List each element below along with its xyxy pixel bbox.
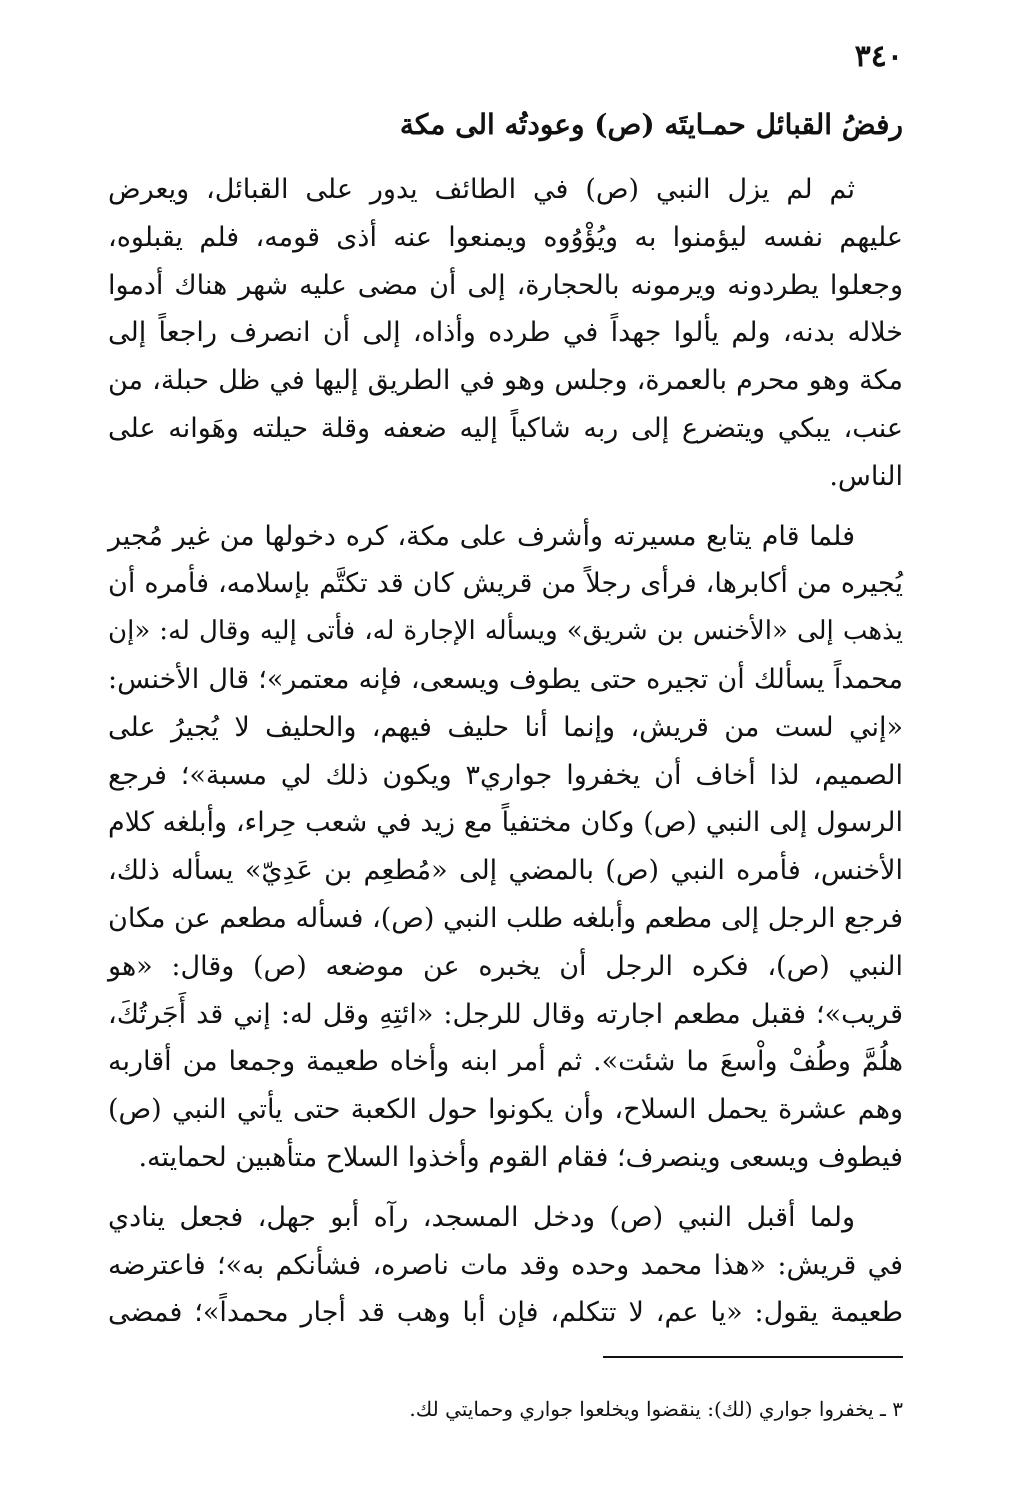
text-line: فلما قام يتابع مسيرته وأشرف على مكة، كره دخولها من غير مُجير xyxy=(108,520,855,552)
text-line: محمداً يسألك أن تجيره حتى يطوف ويسعى، فإنه معتمر»؛ قال الأخنس: xyxy=(108,663,903,695)
footnote-divider xyxy=(603,1356,903,1358)
paragraph-3 xyxy=(108,1194,903,1337)
text-line: عليهم نفسه ليؤمنوا به ويُؤْوُوه ويمنعوا عنه أذى قومه، فلم يقبلوه، xyxy=(108,221,903,253)
text-line: وهم عشرة يحمل السلاح، وأن يكونوا حول الكعبة حتى يأتي النبي (ص) xyxy=(108,1094,903,1126)
text-line: الناس. xyxy=(829,460,903,492)
text-line: وجعلوا يطردونه ويرمونه بالحجارة، إلى أن مضى عليه شهر هناك أدموا xyxy=(108,269,903,301)
text-line: ولما أقبل النبي (ص) ودخل المسجد، رآه أبو جهل، فجعل ينادي xyxy=(108,1201,855,1233)
text-line: يذهب إلى «الأخنس بن شريق» ويسأله الإجارة له، فأتى إليه وقال له: «إن xyxy=(108,616,903,647)
footnote: ٣ ـ يخفروا جواري (لك): ينقضوا ويخلعوا جواري وحمايتي لك. xyxy=(409,1397,903,1421)
text-line: مكة وهو محرم بالعمرة، وجلس وهو في الطريق إليها في ظل حبلة، من xyxy=(108,365,903,397)
paragraph-2 xyxy=(108,513,903,1182)
body-text xyxy=(108,166,903,1349)
text-line: هلُمَّ وطُفْ واْسعَ ما شئت». ثم أمر ابنه وأخاه طعيمة وجمعا من أقاربه xyxy=(108,1046,903,1078)
text-line: قريب»؛ فقبل مطعم اجارته وقال للرجل: «ائتِهِ وقل له: إني قد أَجَرتُكَ، xyxy=(108,998,903,1030)
text-line: الرسول إلى النبي (ص) وكان مختفياً مع زيد في شعب حِراء، وأبلغه كلام xyxy=(108,807,903,839)
text-line: عنب، يبكي ويتضرع إلى ربه شاكياً إليه ضعفه وقلة حيلته وهَوانه على xyxy=(108,412,903,444)
text-line: يُجيره من أكابرها، فرأى رجلاً من قريش كان قد تكتَّم بإسلامه، فأمره أن xyxy=(108,568,903,600)
paragraph-1 xyxy=(108,166,903,501)
text-line: الصميم، لذا أخاف أن يخفروا جواري٣ ويكون ذلك لي مسبة»؛ فرجع xyxy=(108,759,903,791)
text-line: طعيمة يقول: «يا عم، لا تتكلم، فإن أبا وهب قد أجار محمداً»؛ فمضى xyxy=(108,1297,903,1329)
text-line: النبي (ص)، فكره الرجل أن يخبره عن موضعه (ص) وقال: «هو xyxy=(108,950,903,982)
page-number: ٣٤٠ xyxy=(854,39,903,74)
text-line: خلاله بدنه، ولم يألوا جهداً في طرده وأذاه، إلى أن انصرف راجعاً إلى xyxy=(108,317,903,349)
text-line: الأخنس، فأمره النبي (ص) بالمضي إلى «مُطعِم بن عَدِيّ» يسأله ذلك، xyxy=(108,855,903,887)
text-line: فرجع الرجل إلى مطعم وأبلغه طلب النبي (ص)، فسأله مطعم عن مكان xyxy=(108,902,903,934)
text-line: في قريش: «هذا محمد وحده وقد مات ناصره، فشأنكم به»؛ فاعترضه xyxy=(108,1249,903,1281)
text-line: فيطوف ويسعى وينصرف؛ فقام القوم وأخذوا السلاح متأهبين لحمايته. xyxy=(138,1141,903,1173)
text-line: «إني لست من قريش، وإنما أنا حليف فيهم، والحليف لا يُجيرُ على xyxy=(108,711,903,743)
text-line: ثم لم يزل النبي (ص) في الطائف يدور على القبائل، ويعرض xyxy=(108,174,855,205)
section-heading: رفضُ القبائل حمـايتَه (ص) وعودتُه الى مكة xyxy=(399,108,903,141)
